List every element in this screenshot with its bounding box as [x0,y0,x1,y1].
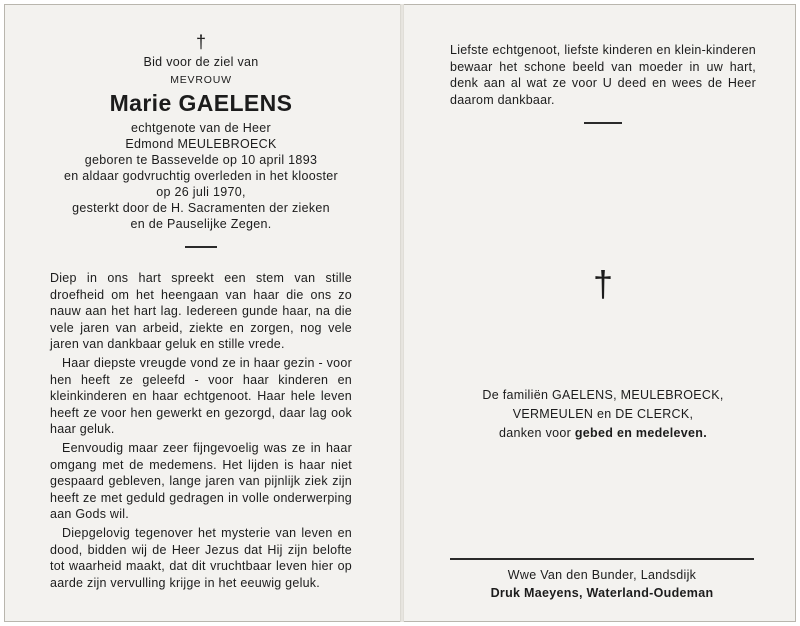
message-paragraph: Liefste echtgenoot, liefste kinderen en klein-kinderen bewaar het schone beeld van moeder in uw hart, denk aan al wat ze voor U deed en wees de Heer daarom dankbaar. [450,43,756,107]
thanks-prefix: danken voor [498,426,575,441]
last-name: GAELENS [178,90,293,116]
sacraments-line: gesterkt door de H. Sacramenten der zieken [72,201,330,215]
cross-icon: † [592,263,614,305]
printer-line-2: Druk Maeyens, Waterland-Oudeman [490,586,714,600]
first-name: Marie [109,90,179,116]
family-block [450,386,756,443]
divider [185,246,217,248]
thanks-line [450,424,756,443]
family-line-1: De familiën GAELENS, MEULEBROECK, [482,388,724,403]
printer-block [450,558,754,602]
death-line: en aldaar godvruchtig overleden in het klooster [64,169,338,183]
paragraph-3: Eenvoudig maar zeer fijngevoelig was ze in haar omgang met de medemens. Het lijden is haar niet gespaard gebleven, lange jaren van pijnlijk ziek zijn heeft ze met geduld gedragen in volle onderwerping aan Gods wil. [50,440,352,522]
death-date: op 26 juli 1970, [156,185,246,199]
spouse-line-1: echtgenote van de Heer [130,121,272,135]
prayer-line: Bid voor de ziel van [143,55,259,69]
printer-line-1: Wwe Van den Bunder, Landsdijk [507,568,697,582]
paragraph-2: Haar diepste vreugde vond ze in haar gezin - voor hen heeft ze geleefd - voor haar kinderen en kleinkinderen en haar echtgenoot. Haar hele leven heeft ze voor hen gewerkt en gezorgd, daar lag ook haar geluk. [50,355,352,437]
left-panel [4,4,400,622]
paragraph-4: Diepgelovig tegenover het mysterie van leven en dood, bidden wij de Heer Jezus dat Hij zijn belofte tot waarheid maakt, dat dit vruchtbaar leven hier op aarde zijn vervulling krijge in het eeuwig geluk. [50,525,352,590]
deceased-name [50,90,352,116]
blessing-line: en de Pauselijke Zegen. [130,217,272,231]
spouse-line-2: Edmond MEULEBROECK [125,137,277,151]
right-panel [404,4,796,622]
honorific: MEVROUW [170,74,232,86]
family-line-2: VERMEULEN en DE CLERCK, [512,407,694,422]
paragraph-1: Diep in ons hart spreekt een stem van stille droefheid om het heengaan van haar die ons zo nauw aan het hart lag. Iedereen gunde haar, na die vele jaren van arbeid, ziekte en zorgen, nog vele jaren van dankbaar geluk en stille vrede. [50,271,352,352]
cross-icon: † [195,32,206,52]
birth-line: geboren te Bassevelde op 10 april 1893 [84,153,318,167]
divider [584,122,622,124]
thanks-bold: gebed en medeleven. [574,426,707,441]
